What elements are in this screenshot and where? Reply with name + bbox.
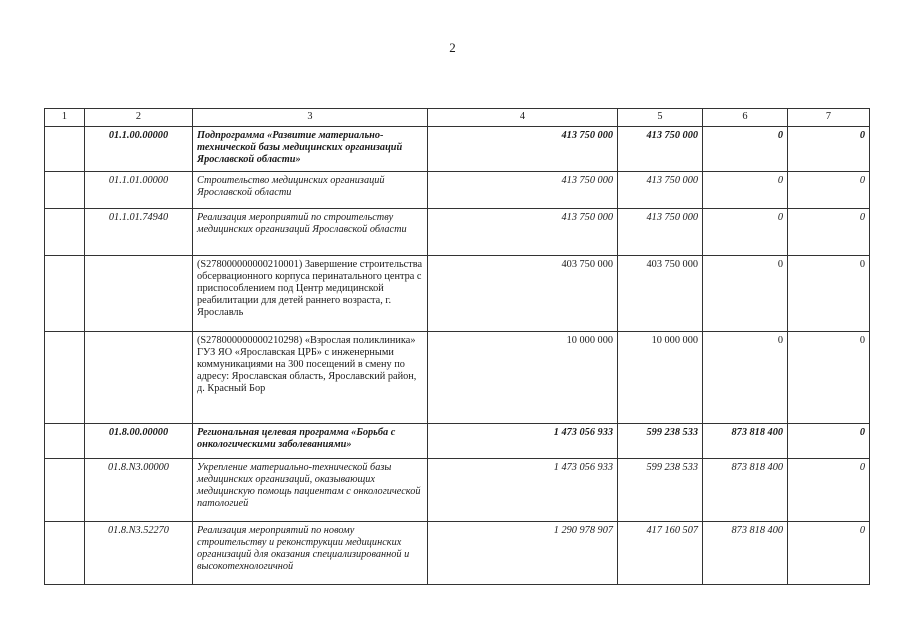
column-header-6: 6 [703,109,788,127]
cell-amount-7: 0 [788,332,870,424]
cell-amount-5: 10 000 000 [618,332,703,424]
cell-amount-6: 0 [703,172,788,209]
table-row [45,256,870,332]
cell-index [45,332,85,424]
cell-amount-5: 413 750 000 [618,127,703,172]
cell-code: 01.1.01.00000 [85,172,193,209]
cell-amount-5: 599 238 533 [618,424,703,459]
cell-code [85,332,193,424]
cell-amount-7: 0 [788,459,870,522]
cell-amount-6: 873 818 400 [703,424,788,459]
cell-amount-7: 0 [788,127,870,172]
cell-amount-6: 0 [703,209,788,256]
cell-amount-7: 0 [788,424,870,459]
cell-total: 413 750 000 [428,172,618,209]
cell-name: (S278000000000210001) Завершение строительства обсервационного корпуса перинатального центра с приспособлением под Центр медицинской реабилитации для детей раннего возраста, г. Ярославль [193,256,428,332]
cell-amount-6: 873 818 400 [703,459,788,522]
table-row [45,332,870,424]
cell-amount-5: 413 750 000 [618,172,703,209]
table-row [45,172,870,209]
column-header-5: 5 [618,109,703,127]
cell-name: Укрепление материально-технической базы медицинских организаций, оказывающих медицинскую помощь пациентам с онкологической патологией [193,459,428,522]
cell-index [45,424,85,459]
column-header-2: 2 [85,109,193,127]
cell-amount-6: 0 [703,332,788,424]
table-row [45,459,870,522]
cell-amount-5: 403 750 000 [618,256,703,332]
cell-amount-7: 0 [788,209,870,256]
cell-name: Региональная целевая программа «Борьба с онкологическими заболеваниями» [193,424,428,459]
cell-amount-6: 0 [703,127,788,172]
cell-total: 10 000 000 [428,332,618,424]
cell-index [45,209,85,256]
column-header-4: 4 [428,109,618,127]
cell-total: 1 290 978 907 [428,522,618,585]
column-header-7: 7 [788,109,870,127]
cell-index [45,127,85,172]
table-header-row [45,109,870,127]
cell-index [45,522,85,585]
cell-code: 01.8.00.00000 [85,424,193,459]
table-row [45,127,870,172]
table-row [45,522,870,585]
cell-amount-6: 0 [703,256,788,332]
cell-amount-7: 0 [788,256,870,332]
cell-code: 01.8.N3.00000 [85,459,193,522]
cell-index [45,459,85,522]
cell-total: 1 473 056 933 [428,459,618,522]
budget-table [44,108,870,585]
cell-index [45,172,85,209]
cell-amount-5: 413 750 000 [618,209,703,256]
cell-name: Подпрограмма «Развитие материально-технической базы медицинских организаций Ярославской области» [193,127,428,172]
cell-index [45,256,85,332]
cell-code: 01.8.N3.52270 [85,522,193,585]
cell-name: Строительство медицинских организаций Ярославской области [193,172,428,209]
cell-total: 1 473 056 933 [428,424,618,459]
cell-total: 403 750 000 [428,256,618,332]
cell-code: 01.1.01.74940 [85,209,193,256]
cell-code [85,256,193,332]
table-row [45,209,870,256]
cell-amount-7: 0 [788,172,870,209]
cell-amount-5: 599 238 533 [618,459,703,522]
cell-amount-6: 873 818 400 [703,522,788,585]
table-row [45,424,870,459]
column-header-1: 1 [45,109,85,127]
cell-total: 413 750 000 [428,127,618,172]
cell-name: Реализация мероприятий по строительству медицинских организаций Ярославской области [193,209,428,256]
cell-amount-5: 417 160 507 [618,522,703,585]
cell-code: 01.1.00.00000 [85,127,193,172]
column-header-3: 3 [193,109,428,127]
cell-total: 413 750 000 [428,209,618,256]
page-number: 2 [449,40,456,55]
cell-name: (S278000000000210298) «Взрослая поликлиника» ГУЗ ЯО «Ярославская ЦРБ» с инженерными коммуникациями на 300 посещений в смену по адресу: Ярославская область, Ярославский район, д. Красный Бор [193,332,428,424]
cell-amount-7: 0 [788,522,870,585]
cell-name: Реализация мероприятий по новому строительству и реконструкции медицинских организаций для оказания специализированной и высокотехнологичной [193,522,428,585]
